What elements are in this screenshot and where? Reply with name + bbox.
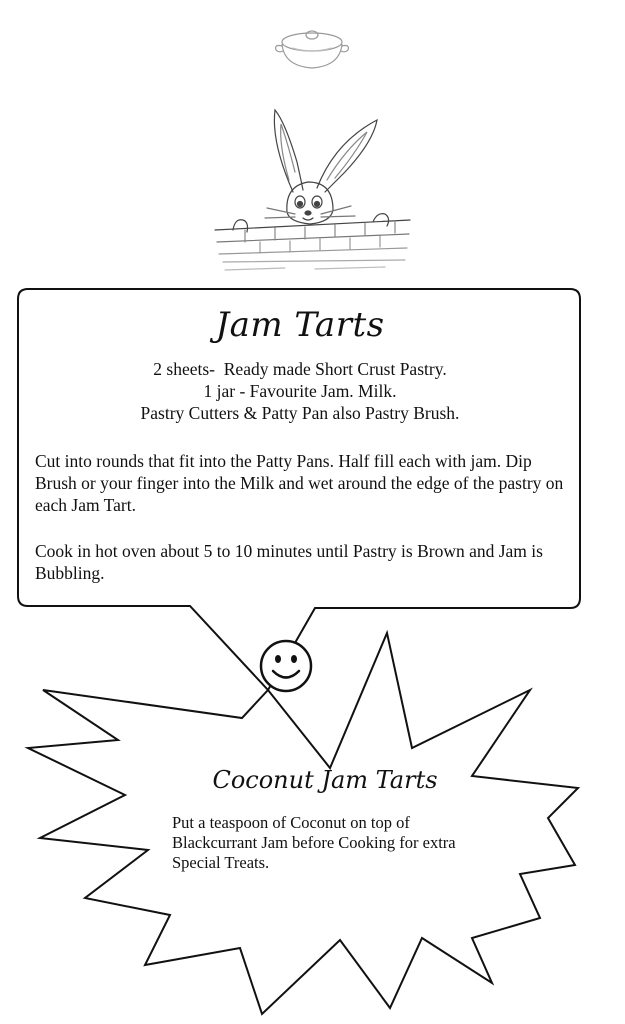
ingredient-line: 2 sheets- Ready made Short Crust Pastry. — [153, 359, 447, 379]
recipe-title: Jam Tarts — [215, 305, 385, 345]
smiley-face-icon — [258, 638, 314, 694]
variation-title: Coconut Jam Tarts — [212, 766, 438, 794]
method-paragraph: Cut into rounds that fit into the Patty Pans. Half fill each with jam. Dip Brush or your finger into the Milk and wet around the edge of the pastry on each Jam Tart. — [35, 451, 564, 515]
ingredients-list — [20, 358, 580, 424]
method-paragraph: Cook in hot oven about 5 to 10 minutes until Pastry is Brown and Jam is Bubbling. — [35, 541, 543, 583]
variation-text: Put a teaspoon of Coconut on top of Blackcurrant Jam before Cooking for extra Special Treats. — [172, 813, 456, 872]
ingredient-line: 1 jar - Favourite Jam. Milk. — [203, 381, 397, 401]
ingredient-line: Pastry Cutters & Patty Pan also Pastry Brush. — [140, 403, 460, 423]
